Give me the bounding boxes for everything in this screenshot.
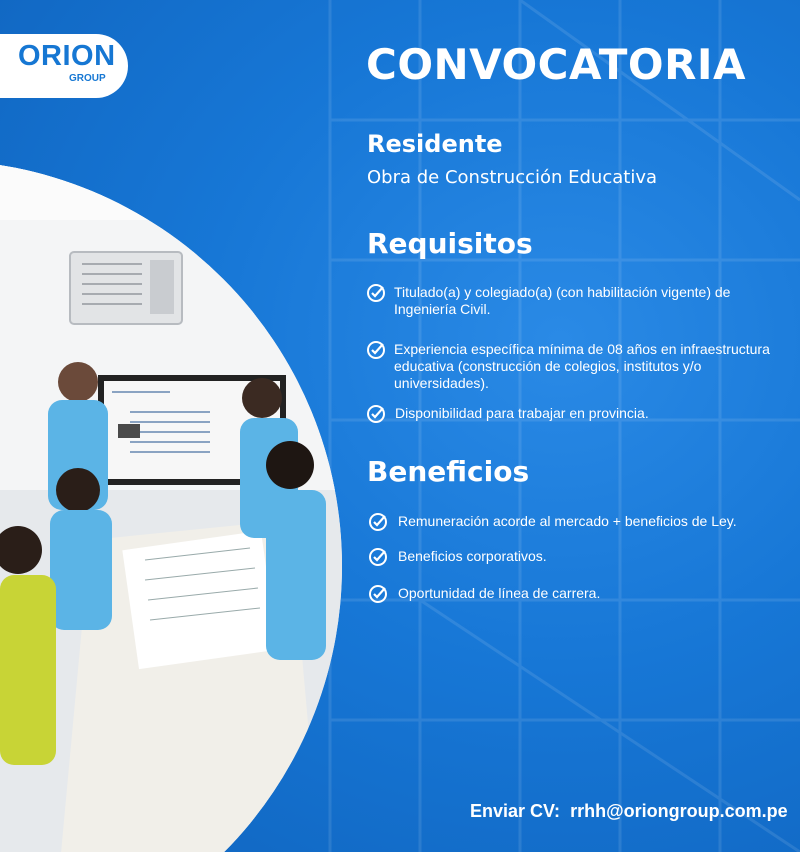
role-subtitle: Obra de Construcción Educativa [367,167,658,188]
benefit-item: Beneficios corporativos. [398,548,547,564]
brand-name: ORION [18,40,116,72]
requirement-line: Disponibilidad para trabajar en provincia. [395,405,649,421]
benefit-item: Oportunidad de línea de carrera. [398,585,601,601]
check-circle-icon [368,584,388,604]
check-circle-icon [366,404,386,424]
requirement-line: educativa (construcción de colegios, institutos y/o [394,358,702,374]
role-title: Residente [367,130,503,158]
brand-sub: GROUP [69,73,106,84]
requirement-line: Ingeniería Civil. [394,301,491,317]
requirement-item [394,341,770,392]
benefit-item: Remuneración acorde al mercado + beneficios de Ley. [398,513,737,529]
requirement-line: Experiencia específica mínima de 08 años en infraestructura [394,341,770,357]
requirement-line: universidades). [394,375,489,391]
check-circle-icon [366,283,386,303]
footer-contact [470,801,788,822]
check-circle-icon [368,512,388,532]
requirement-line: Titulado(a) y colegiado(a) (con habilitación vigente) de [394,284,731,300]
footer-label: Enviar CV: [470,801,561,821]
check-circle-icon [368,547,388,567]
benefits-heading: Beneficios [367,455,530,488]
contact-email[interactable]: rrhh@oriongroup.com.pe [570,801,788,821]
requirement-item [395,405,649,422]
requirements-heading: Requisitos [367,227,533,260]
page-title: CONVOCATORIA [366,40,747,89]
check-circle-icon [366,340,386,360]
requirement-item [394,284,730,318]
